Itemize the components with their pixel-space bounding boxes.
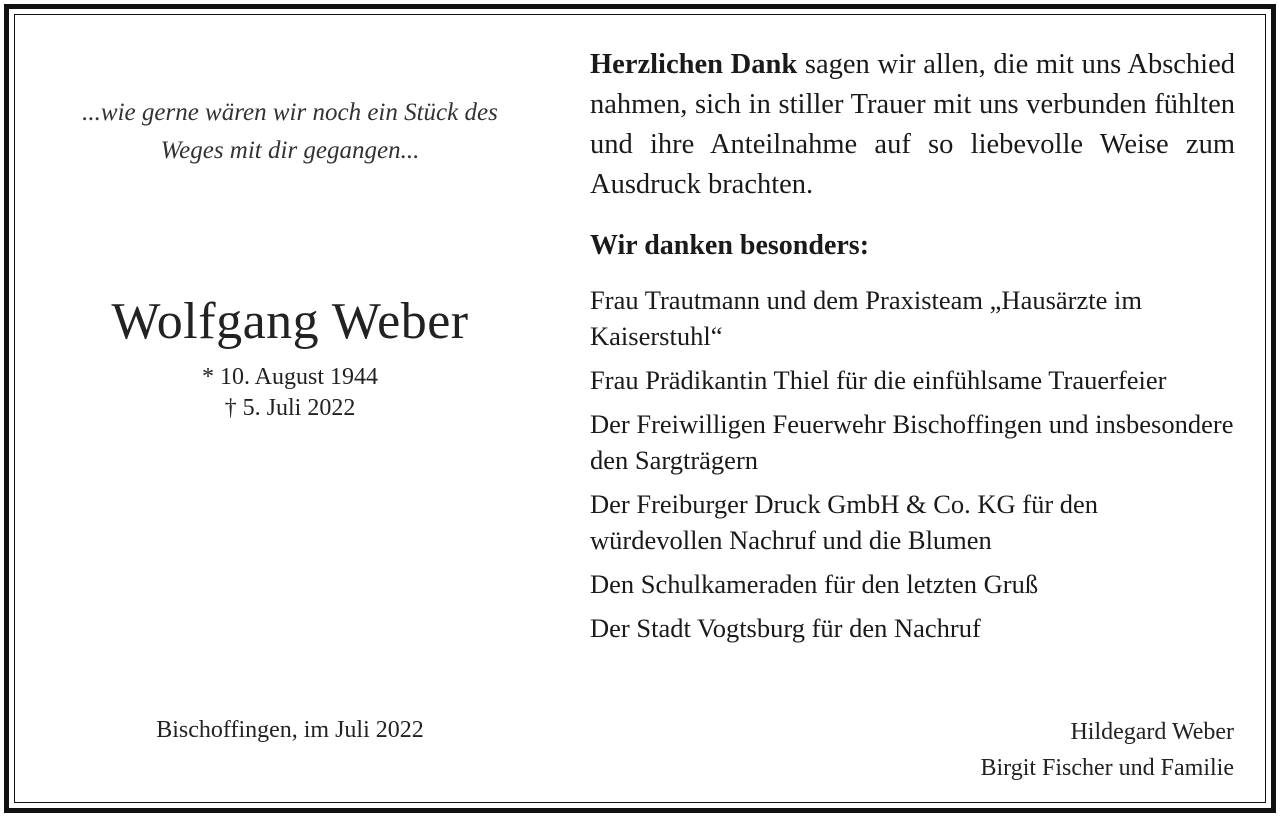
place-and-date: Bischoffingen, im Juli 2022	[156, 717, 424, 743]
thanks-item: Frau Prädikantin Thiel für die einfühlsame Trauerfeier	[590, 365, 1167, 395]
signatures	[834, 714, 1234, 786]
birth-date: * 10. August 1944	[201, 364, 378, 390]
thanks-item: Der Freiwilligen Feuerwehr Bischoffingen und insbesondere den Sargträgern	[590, 409, 1234, 475]
thanks-item: Der Freiburger Druck GmbH & Co. KG für den würdevollen Nachruf und die Blumen	[590, 489, 1099, 555]
thanks-lead: Herzlichen Dank	[590, 49, 798, 80]
motto-line-2: Weges mit dir gegangen...	[160, 137, 420, 164]
deceased-name: Wolfgang Weber	[111, 293, 469, 350]
special-thanks-list	[590, 282, 1235, 654]
thanks-item: Den Schulkameraden für den letzten Gruß	[590, 569, 1039, 599]
thanks-item: Der Stadt Vogtsburg für den Nachruf	[590, 613, 981, 643]
motto-line-1: ...wie gerne wären wir noch ein Stück des	[82, 99, 498, 126]
motto-quote	[40, 94, 540, 170]
signature-line-2: Birgit Fischer und Familie	[980, 755, 1234, 781]
signature-line-1: Hildegard Weber	[1070, 719, 1234, 745]
special-thanks-heading: Wir danken besonders:	[590, 230, 870, 261]
life-dates	[40, 362, 540, 424]
thanks-item: Frau Trautmann und dem Praxisteam „Hausärzte im Kaiserstuhl“	[590, 285, 1142, 351]
death-date: † 5. Juli 2022	[224, 395, 356, 421]
thanks-text: sagen wir allen, die mit uns Abschied nahmen, sich in stiller Trauer mit uns verbunden fühlten und ihre Anteilnahme auf so liebevolle Weise zum Ausdruck brachten.	[590, 49, 1235, 200]
thanks-paragraph	[590, 45, 1235, 205]
